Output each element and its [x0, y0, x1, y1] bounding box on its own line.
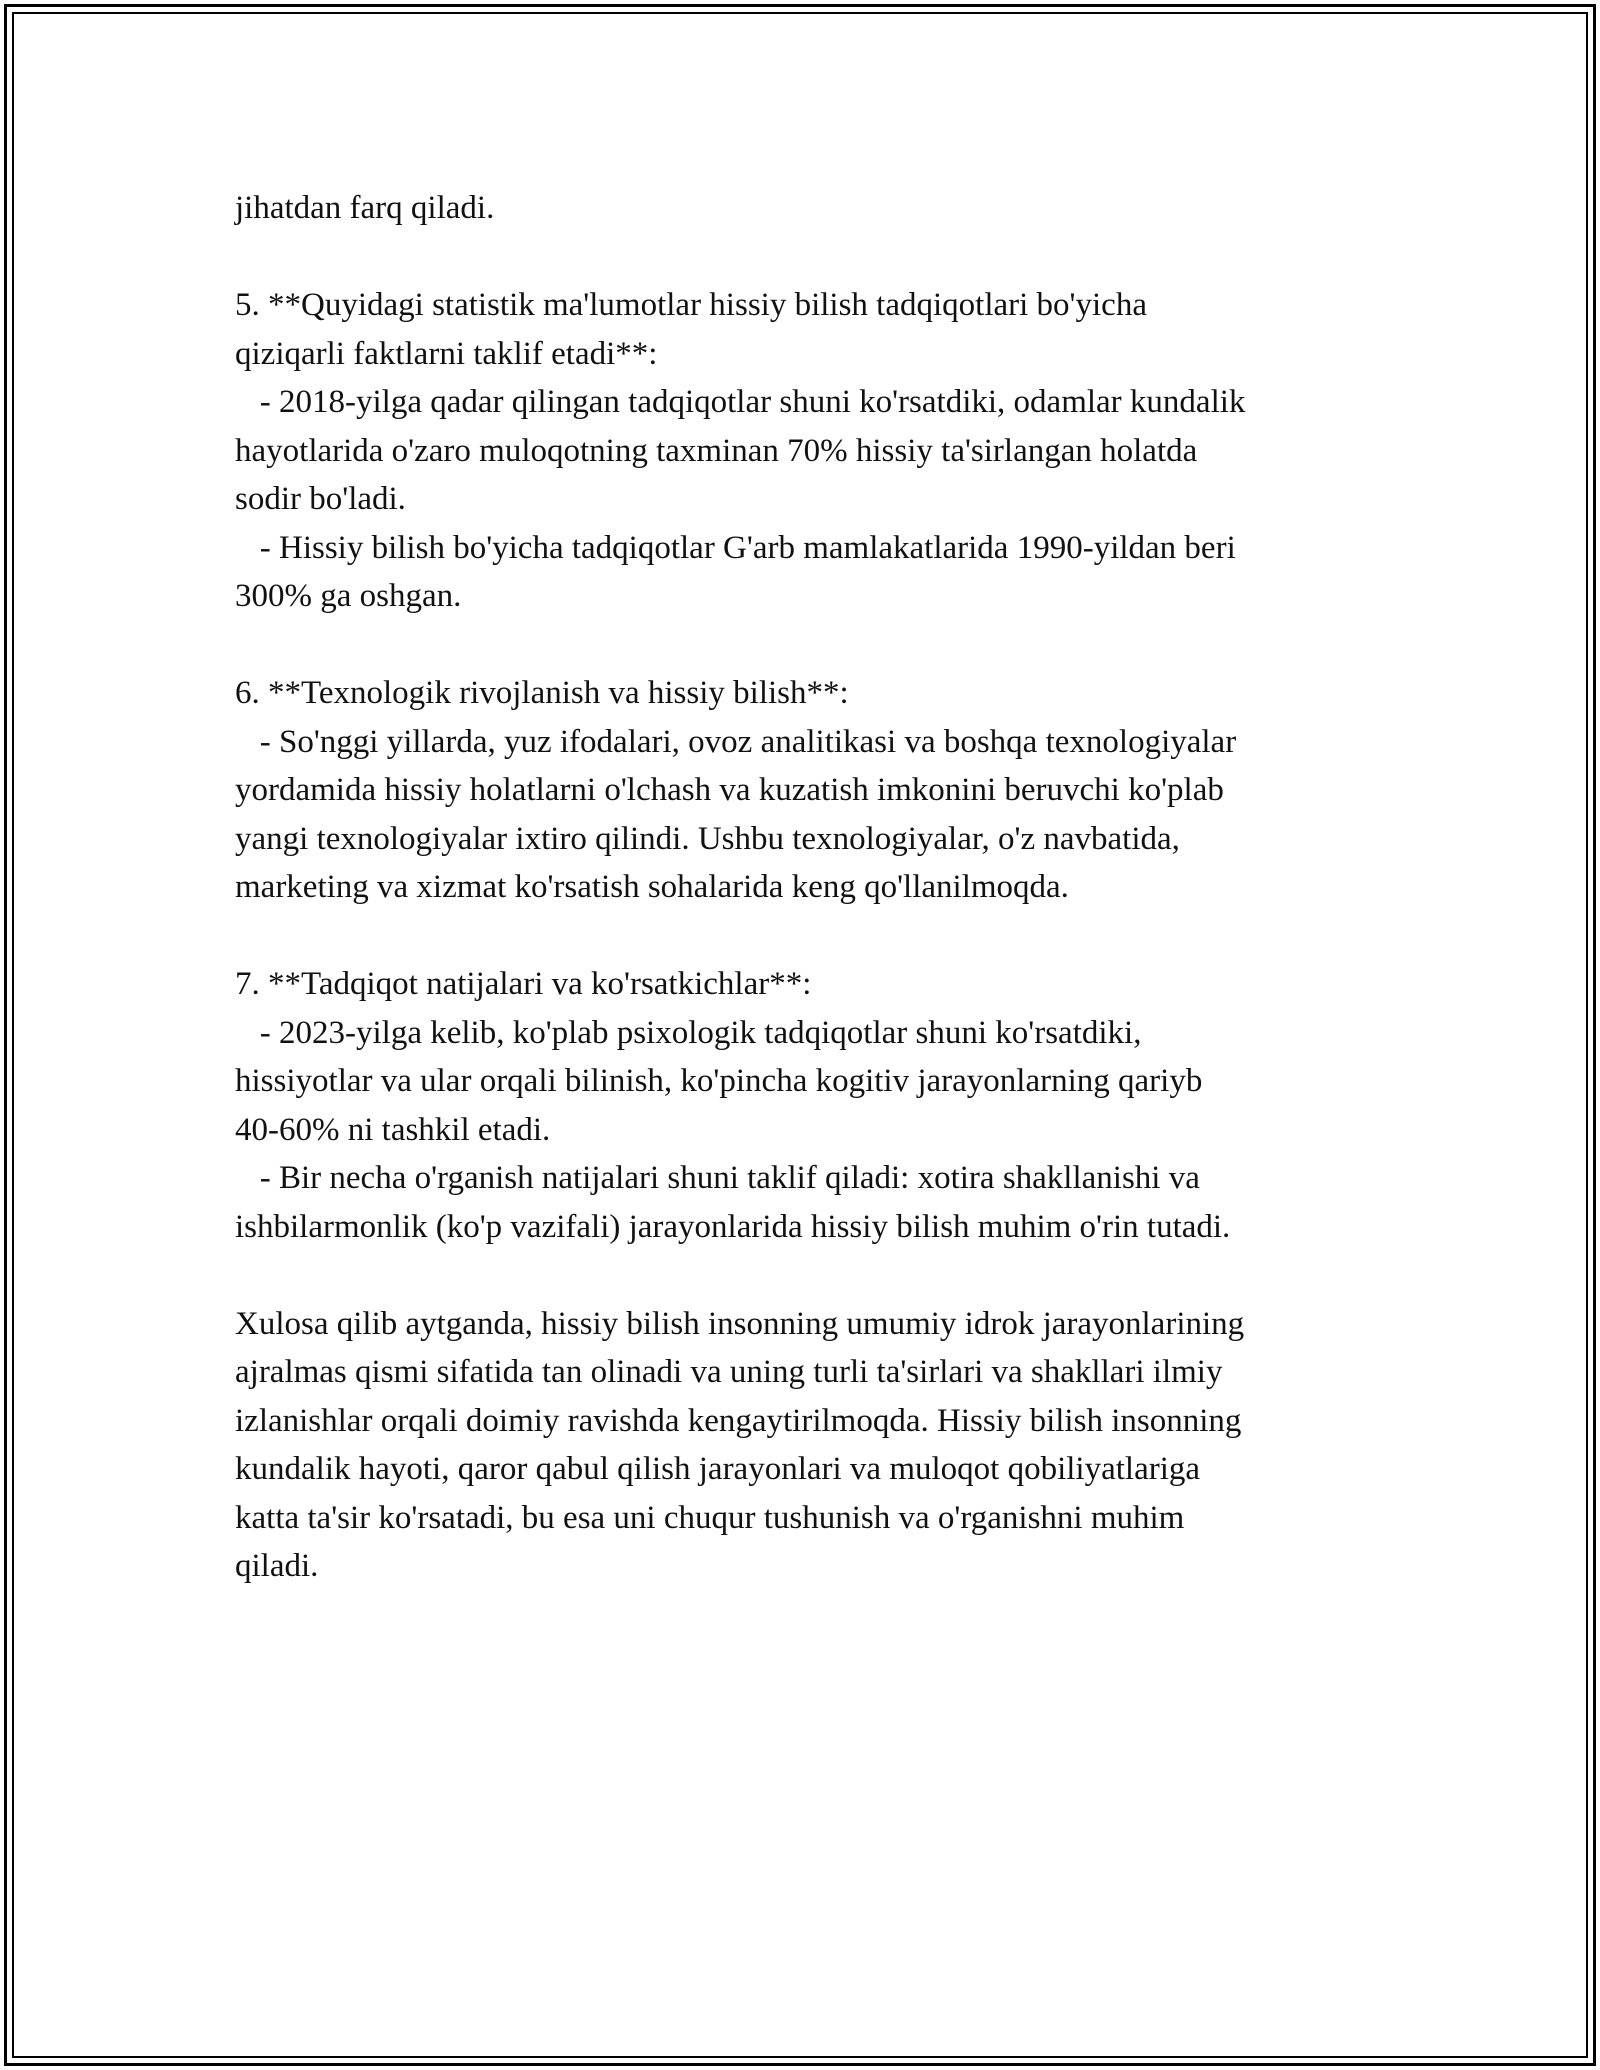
intro-line: jihatdan farq qiladi.: [235, 190, 495, 226]
section-6-bullet-1-line-2: yordamida hissiy holatlarni o'lchash va kuzatish imkonini beruvchi ko'plab: [235, 772, 1224, 808]
section-7: [235, 960, 1385, 1251]
paragraph-gap: [235, 621, 1385, 670]
conclusion-line-5: katta ta'sir ko'rsatadi, bu esa uni chuqur tushunish va o'rganishni muhim: [235, 1499, 1185, 1536]
conclusion-line-4: kundalik hayoti, qaror qabul qilish jarayonlari va muloqot qobiliyatlariga: [235, 1451, 1201, 1487]
section-5-heading-line-1: 5. **Quyidagi statistik ma'lumotlar hissiy bilish tadqiqotlari bo'yicha: [235, 287, 1147, 323]
section-5-bullet-2-line-1: - Hissiy bilish bo'yicha tadqiqotlar G'arb mamlakatlarida 1990-yildan beri: [235, 529, 1236, 566]
conclusion-line-3: izlanishlar orqali doimiy ravishda kengaytirilmoqda. Hissiy bilish insonning: [235, 1402, 1242, 1439]
section-5-bullet-1-line-3: sodir bo'ladi.: [235, 481, 406, 517]
section-7-bullet-2-line-2: ishbilarmonlik (ko'p vazifali) jarayonlarida hissiy bilish muhim o'rin tutadi.: [235, 1208, 1231, 1245]
section-5-bullet-1-line-1: - 2018-yilga qadar qilingan tadqiqotlar shuni ko'rsatdiki, odamlar kundalik: [235, 384, 1246, 420]
paragraph-gap: [235, 233, 1385, 282]
section-7-bullet-2-line-1: - Bir necha o'rganish natijalari shuni taklif qiladi: xotira shakllanishi va: [235, 1160, 1200, 1196]
section-6-heading: 6. **Texnologik rivojlanish va hissiy bilish**:: [235, 675, 849, 711]
section-7-bullet-1-line-1: - 2023-yilga kelib, ko'plab psixologik tadqiqotlar shuni ko'rsatdiki,: [235, 1014, 1142, 1051]
section-7-bullet-1-line-2: hissiyotlar va ular orqali bilinish, ko'pincha kogitiv jarayonlarning qariyb: [235, 1063, 1203, 1099]
section-5-heading-line-2: qiziqarli faktlarni taklif etadi**:: [235, 335, 658, 372]
conclusion-line-2: ajralmas qismi sifatida tan olinadi va uning turli ta'sirlari va shakllari ilmiy: [235, 1354, 1223, 1390]
section-5-bullet-1-line-2: hayotlarida o'zaro muloqotning taxminan 70% hissiy ta'sirlangan holatda: [235, 432, 1198, 469]
conclusion-line-6: qiladi.: [235, 1548, 319, 1584]
section-6-bullet-1-line-1: - So'nggi yillarda, yuz ifodalari, ovoz analitikasi va boshqa texnologiyalar: [235, 723, 1237, 760]
paragraph-gap: [235, 912, 1385, 961]
conclusion: [235, 1300, 1385, 1591]
section-6-bullet-1-line-3: yangi texnologiyalar ixtiro qilindi. Ushbu texnologiyalar, o'z navbatida,: [235, 820, 1180, 857]
section-7-heading: 7. **Tadqiqot natijalari va ko'rsatkichlar**:: [235, 966, 812, 1002]
section-5: [235, 281, 1385, 621]
paragraph-gap: [235, 1251, 1385, 1300]
section-6: [235, 669, 1385, 912]
section-7-bullet-1-line-3: 40-60% ni tashkil etadi.: [235, 1111, 551, 1148]
document-body: [235, 184, 1385, 1591]
conclusion-line-1: Xulosa qilib aytganda, hissiy bilish insonning umumiy idrok jarayonlarining: [235, 1305, 1245, 1342]
section-6-bullet-1-line-4: marketing va xizmat ko'rsatish sohalarida keng qo'llanilmoqda.: [235, 869, 1069, 905]
section-5-bullet-2-line-2: 300% ga oshgan.: [235, 578, 462, 614]
